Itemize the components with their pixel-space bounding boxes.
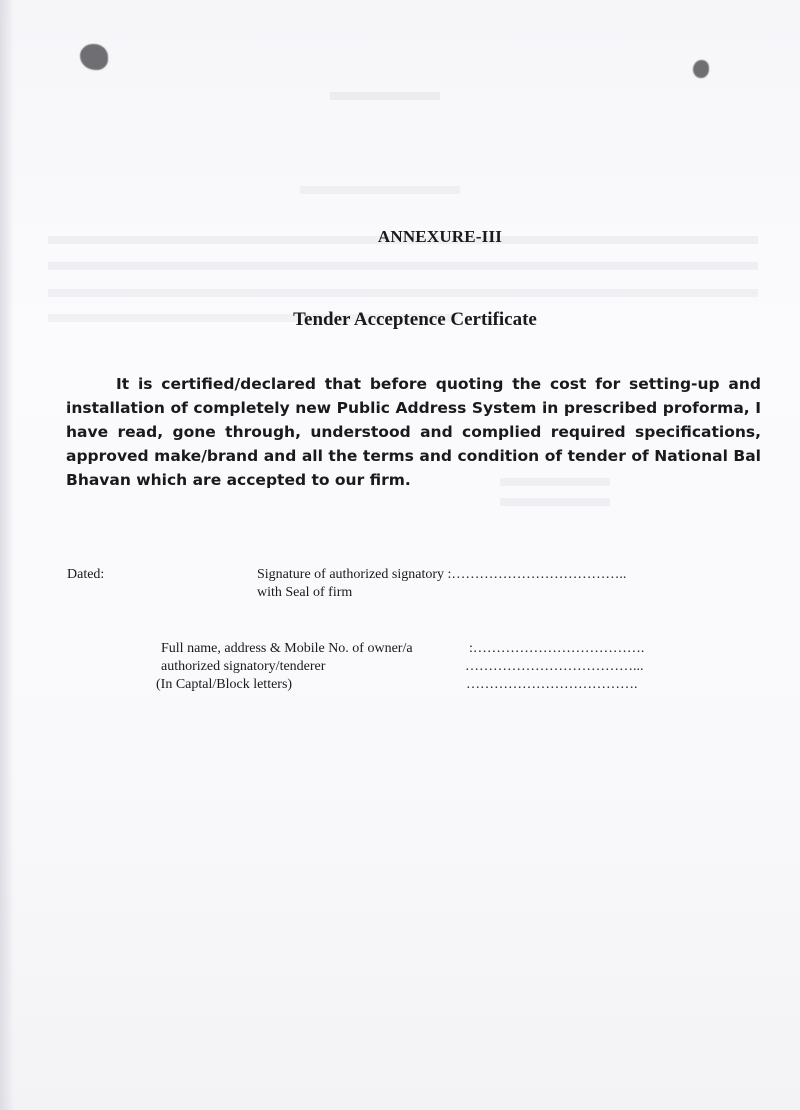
certificate-title: Tender Acceptence Certificate xyxy=(293,309,537,330)
annexure-heading: ANNEXURE-III xyxy=(377,227,503,246)
signatory-label: authorized signatory/tenderer xyxy=(161,659,326,674)
certificate-body: It is certified/declared that before quoting the cost for setting-up and installation of completely new Public Address System in prescribed proforma, I have read, gone through, understood and complied required specifications, approved make/brand and all the terms and condition of tender of National Bal Bhavan which are accepted to our firm. xyxy=(66,375,761,489)
page-edge-shadow xyxy=(0,0,14,1110)
fill-line-2: ………………………………... xyxy=(465,659,644,674)
bleed-through-mark xyxy=(48,262,758,270)
fullname-label: Full name, address & Mobile No. of owner/a xyxy=(161,641,413,656)
bleed-through-mark xyxy=(330,92,440,100)
bleed-through-mark xyxy=(500,498,610,506)
signature-line: Signature of authorized signatory :……………………………….. xyxy=(257,567,627,582)
fill-line-1: :………………………………. xyxy=(469,641,645,656)
bleed-through-mark xyxy=(300,186,460,194)
fill-line-3: ………………………………. xyxy=(466,677,638,692)
bleed-through-mark xyxy=(48,289,758,297)
seal-label: with Seal of firm xyxy=(257,585,353,600)
punch-hole-left xyxy=(80,44,108,70)
block-letters-label: (In Captal/Block letters) xyxy=(156,677,293,692)
punch-hole-right xyxy=(693,60,709,78)
dated-label: Dated: xyxy=(67,567,105,582)
